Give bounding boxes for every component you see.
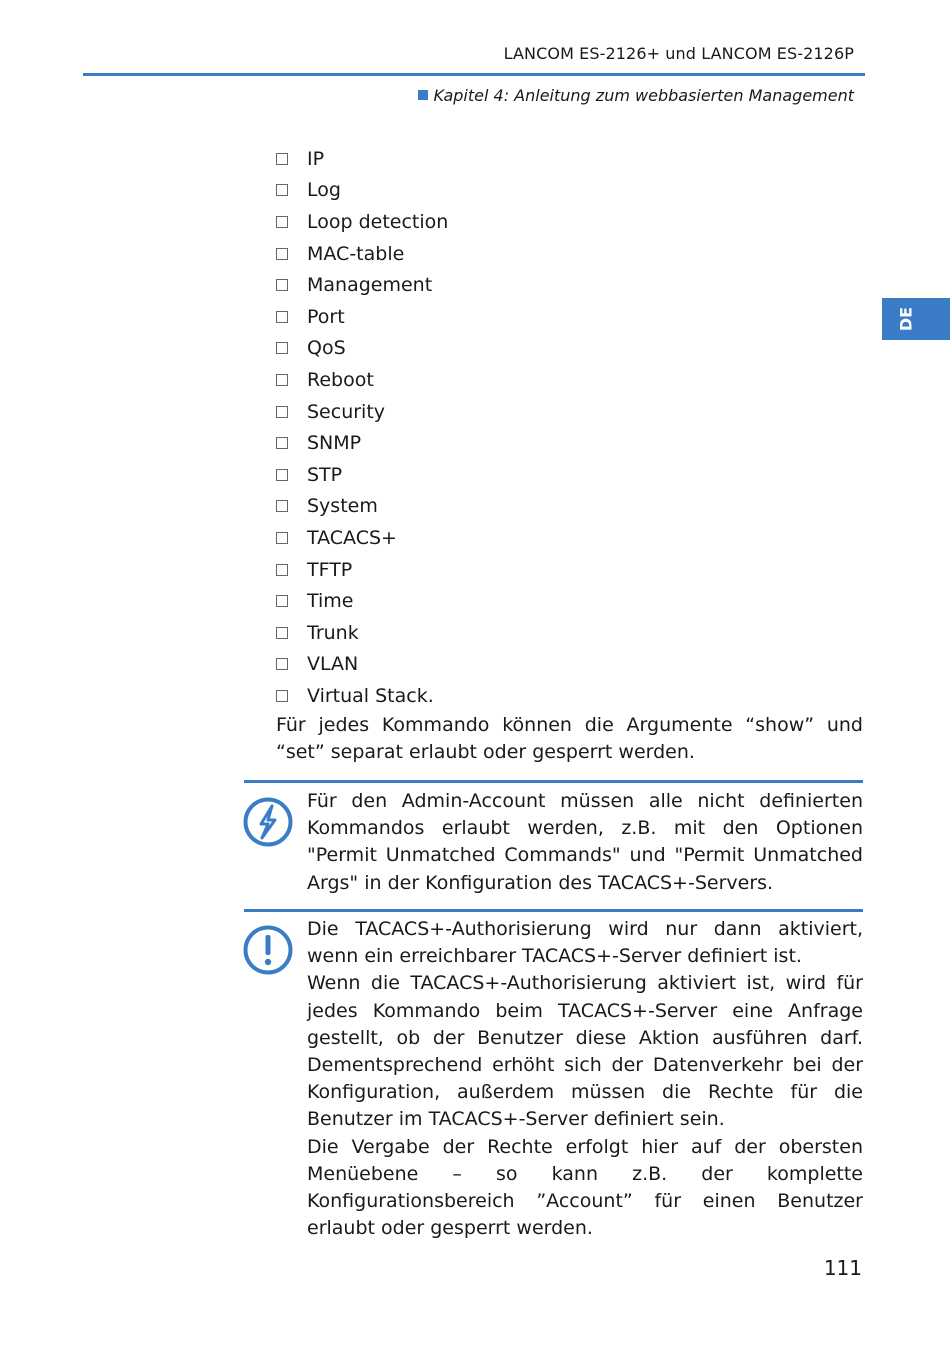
- note-text: [307, 916, 863, 1242]
- checkbox-icon: [276, 658, 288, 670]
- checkbox-icon: [276, 342, 288, 354]
- checkbox-icon: [276, 279, 288, 291]
- list-item-label: STP: [307, 463, 343, 486]
- list-item-label: TFTP: [307, 558, 353, 581]
- command-list: [276, 143, 448, 712]
- list-item: [276, 680, 448, 712]
- list-item: [276, 364, 448, 396]
- language-tab: [882, 298, 950, 340]
- list-item: [276, 649, 448, 681]
- list-item-label: Time: [307, 590, 354, 613]
- note-paragraph: Wenn die TACACS+-Authorisierung aktiviert ist, wird für jedes Kommando beim TACACS+-Server eine Anfrage gestellt, ob der Benutzer diese Aktion ausführen darf. Dementsprechend erhöht sich der Datenverkehr bei der Konfiguration, außerdem müssen die Rechte für die Benutzer im TACACS+-Server definiert sein.: [307, 972, 863, 1131]
- checkbox-icon: [276, 248, 288, 260]
- list-item-label: Trunk: [307, 621, 359, 644]
- list-item: [276, 301, 448, 333]
- list-item: [276, 396, 448, 428]
- list-item: [276, 491, 448, 523]
- checkbox-icon: [276, 627, 288, 639]
- list-item: [276, 585, 448, 617]
- list-item-label: Virtual Stack.: [307, 684, 434, 707]
- language-tab-label: DE: [896, 306, 916, 332]
- body-paragraph: Für jedes Kommando können die Argumente “show” und “set” separat erlaubt oder gesperrt werden.: [276, 714, 863, 763]
- chapter-heading: [418, 86, 854, 105]
- list-item-label: SNMP: [307, 432, 362, 455]
- list-item-label: Log: [307, 179, 341, 202]
- list-item: [276, 206, 448, 238]
- chapter-square-icon: [418, 90, 428, 100]
- list-item-label: System: [307, 495, 378, 518]
- checkbox-icon: [276, 469, 288, 481]
- note-paragraph: Die TACACS+-Authorisierung wird nur dann aktiviert, wenn ein erreichbarer TACACS+-Server definiert ist.: [307, 918, 863, 968]
- list-item: [276, 333, 448, 365]
- list-item-label: VLAN: [307, 653, 359, 676]
- note-rule: [244, 780, 863, 783]
- list-item-label: Management: [307, 274, 433, 297]
- checkbox-icon: [276, 374, 288, 386]
- list-item: [276, 143, 448, 175]
- list-item: [276, 427, 448, 459]
- list-item-label: Reboot: [307, 368, 374, 391]
- checkbox-icon: [276, 153, 288, 165]
- header-title: LANCOM ES-2126+ und LANCOM ES-2126P: [503, 44, 854, 63]
- checkbox-icon: [276, 216, 288, 228]
- checkbox-icon: [276, 437, 288, 449]
- checkbox-icon: [276, 595, 288, 607]
- list-item-label: IP: [307, 147, 325, 170]
- note-rule: [244, 909, 863, 912]
- lightning-icon: [242, 796, 294, 848]
- note-paragraph: Für den Admin-Account müssen alle nicht definierten Kommandos erlaubt werden, z.B. mit den Optionen "Permit Unmatched Commands" und "Permit Unmatched Args" in der Konfiguration des TACACS+-Servers.: [307, 790, 863, 894]
- list-item: [276, 269, 448, 301]
- checkbox-icon: [276, 532, 288, 544]
- list-item: [276, 617, 448, 649]
- list-item: [276, 459, 448, 491]
- checkbox-icon: [276, 311, 288, 323]
- list-item-label: Loop detection: [307, 210, 449, 233]
- list-item-label: Port: [307, 305, 345, 328]
- list-item: [276, 554, 448, 586]
- list-item: [276, 522, 448, 554]
- list-item-label: TACACS+: [307, 526, 397, 549]
- list-item: [276, 175, 448, 207]
- note-paragraph: Die Vergabe der Rechte erfolgt hier auf der obersten Menüebene – so kann z.B. der komplette Konfigurationsbereich ”Account” für einen Benutzer erlaubt oder gesperrt werden.: [307, 1135, 863, 1240]
- header-rule: [83, 73, 865, 76]
- note-text: [307, 788, 863, 897]
- checkbox-icon: [276, 500, 288, 512]
- checkbox-icon: [276, 406, 288, 418]
- exclamation-icon: [242, 924, 294, 976]
- chapter-label: Kapitel 4: Anleitung zum webbasierten Management: [433, 86, 854, 105]
- list-item-label: MAC-table: [307, 242, 405, 265]
- page-number: 111: [823, 1256, 862, 1280]
- checkbox-icon: [276, 184, 288, 196]
- checkbox-icon: [276, 690, 288, 702]
- list-item: [276, 238, 448, 270]
- list-item-label: Security: [307, 400, 386, 423]
- list-item-label: QoS: [307, 337, 346, 360]
- checkbox-icon: [276, 564, 288, 576]
